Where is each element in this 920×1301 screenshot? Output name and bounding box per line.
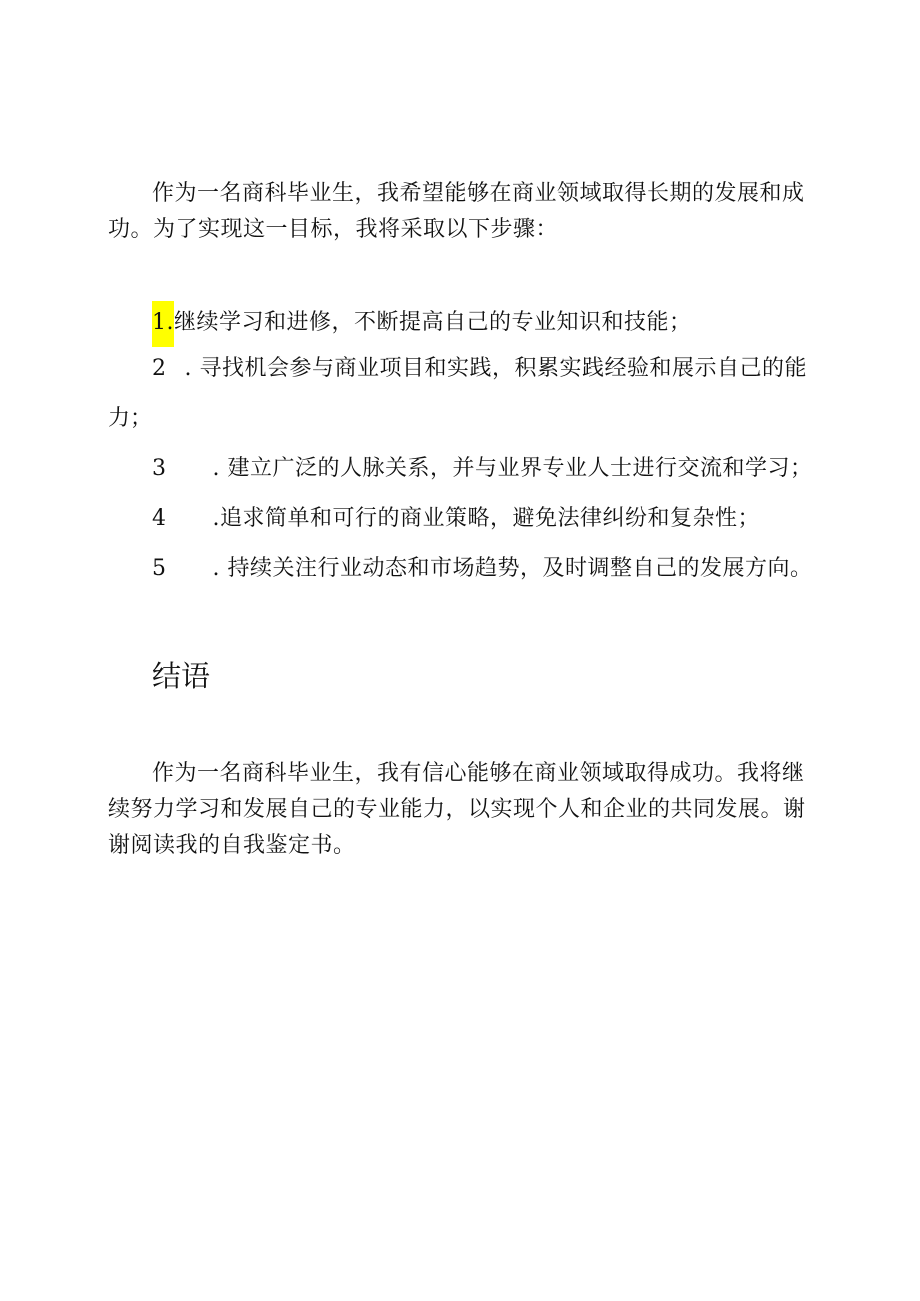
step-text-4: .追求简单和可行的商业策略，避免法律纠纷和复杂性； (212, 506, 760, 531)
step-item-3 (152, 451, 813, 487)
step-text-5: . 持续关注行业动态和市场趋势，及时调整自己的发展方向。 (212, 556, 813, 581)
step-number-1: 1. (152, 301, 174, 347)
step-item-1 (152, 301, 692, 347)
step-item-2 (152, 351, 807, 387)
step-text-2: . 寻找机会参与商业项目和实践，积累实践经验和展示自己的能 (184, 356, 807, 381)
step-number-5: 5 (152, 556, 167, 581)
step-item-2-continuation: 力； (108, 406, 153, 431)
intro-paragraph: 作为一名商科毕业生，我希望能够在商业领域取得长期的发展和成功。为了实现这一目标，我将采取以下步骤： (108, 181, 805, 242)
step-number-3: 3 (152, 456, 167, 481)
step-number-2: 2 (152, 356, 167, 381)
step-text-3: . 建立广泛的人脉关系，并与业界专业人士进行交流和学习； (212, 456, 813, 481)
step-item-4 (152, 501, 760, 537)
step-text-1: 继续学习和进修，不断提高自己的专业知识和技能； (174, 310, 692, 335)
conclusion-heading: 结语 (152, 659, 211, 693)
step-number-4: 4 (152, 506, 167, 531)
step-item-5 (152, 551, 813, 587)
conclusion-paragraph: 作为一名商科毕业生，我有信心能够在商业领域取得成功。我将继续努力学习和发展自己的专业能力，以实现个人和企业的共同发展。谢谢阅读我的自我鉴定书。 (108, 761, 806, 858)
